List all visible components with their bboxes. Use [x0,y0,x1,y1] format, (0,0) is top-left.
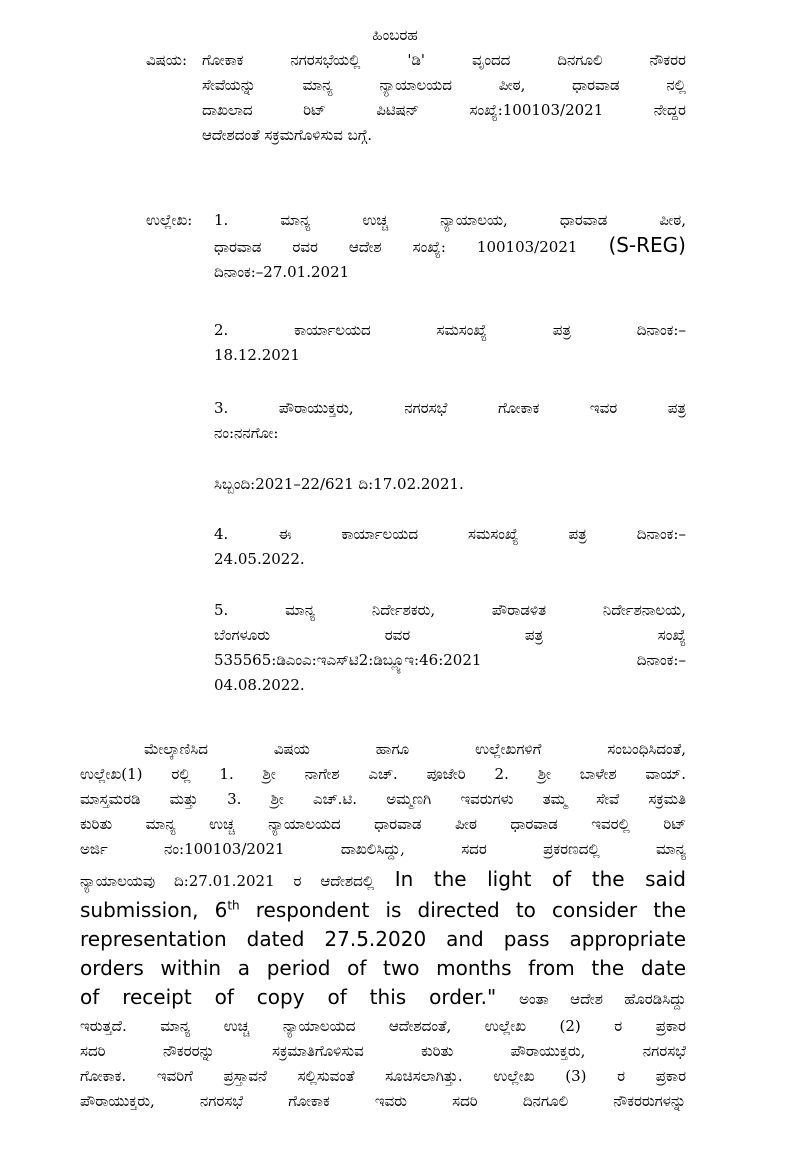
body-text-kannada: ನ್ಯಾಯಾಲಯವು ದಿ:27.01.2021 ರ ಆದೇಶದಲ್ಲಿ [80,872,375,890]
reference-text: ಮಾನ್ಯ ಉಚ್ಚ ನ್ಯಾಯಾಲಯ, ಧಾರವಾಡ ಪೀಠ, [280,211,686,229]
subject-line: ಗೋಕಾಕ ನಗರಸಭೆಯಲ್ಲಿ 'ಡಿ' ವೃಂದದ ದಿನಗೂಲಿ ನೌಕರರ [202,51,686,69]
reference-text: ಪೌರಾಯುಕ್ತರು, ನಗರಸಭೆ ಗೋಕಾಕ ಇವರ ಪತ್ರ [278,399,686,417]
reference-text: ಈ ಕಾರ್ಯಾಲಯದ ಸಮಸಂಖ್ಯೆ ಪತ್ರ ದಿನಾಂಕ:– [278,525,686,543]
subject-line: ದಾಖಲಾದ ರಿಟ್ ಪಿಟಿಷನ್ ಸಂಖ್ಯೆ:100103/2021 ನೇದ್ದರ [202,101,686,119]
body-line: ಸದರಿ ನೌಕರರನ್ನು ಸಕ್ರಮಾತಿಗೊಳಿಸುವ ಕುರಿತು ಪೌರಾಯುಕ್ತರು, ನಗರಸಭೆ [80,1042,686,1060]
reference-5-line-1 [214,598,686,623]
body-paragraph [80,737,686,1114]
body-line: orders within a period of two months from the date [80,956,686,980]
body-line [80,865,686,896]
reference-1-line-3: ದಿನಾಂಕ:–27.01.2021 [214,263,350,281]
body-line: representation dated 27.5.2020 and pass appropriate [80,927,686,951]
reference-number: 4. [214,525,229,543]
reference-4-line-1 [214,522,686,547]
reference-2 [214,318,686,368]
reference-4-line-2: 24.05.2022. [214,550,305,568]
reference-4 [214,522,686,572]
reference-2-line-2: 18.12.2021 [214,346,300,364]
subject-line: ಆದೇಶದಂತೆ ಸಕ್ರಮಗೊಳಿಸುವ ಬಗ್ಗೆ. [202,126,373,144]
reference-3 [214,396,686,446]
body-line: ಉಲ್ಲೇಖ(1) ರಲ್ಲಿ 1. ಶ್ರೀ ನಾಗೇಶ ಎಚ್. ಪೂಜೇರಿ 2. ಶ್ರೀ ಬಾಳೇಶ ವಾಯ್. [80,765,686,783]
body-text-kannada: ಅಂತಾ ಆದೇಶ ಹೊರಡಿಸಿದ್ದು [519,990,686,1008]
reference-3-line-2: ನಂ:ನನಗೋ: [214,424,279,442]
reference-5-line-2: ಬೆಂಗಳೂರು ರವರ ಪತ್ರ ಸಂಖ್ಯೆ [214,626,686,644]
reference-text: ಕಾರ್ಯಾಲಯದ ಸಮಸಂಖ್ಯೆ ಪತ್ರ ದಿನಾಂಕ:– [294,321,686,339]
reference-text: ಧಾರವಾಡ ರವರ ಆದೇಶ ಸಂಖ್ಯೆ: 100103/2021 [214,238,578,256]
subject-label: ವಿಷಯ: [146,51,187,69]
reference-5-line-4: 04.08.2022. [214,676,305,694]
subject-text [202,48,686,148]
body-text-english: submission, 6 [80,898,228,922]
body-line: ಮೇಲ್ಕಾಣಿಸಿದ ವಿಷಯ ಹಾಗೂ ಉಲ್ಲೇಖಗಳಿಗೆ ಸಂಬಂಧಿಸಿದಂತೆ, [144,740,686,758]
body-line [80,983,686,1014]
body-text-english: respondent is directed to consider the [255,898,687,922]
subject-line: ಸೇವೆಯನ್ನು ಮಾನ್ಯ ನ್ಯಾಯಾಲಯದ ಪೀಠ, ಧಾರವಾಡ ನಲ್ಲಿ [202,76,686,94]
body-line: ಅರ್ಜಿ ನಂ:100103/2021 ದಾಖಲಿಸಿದ್ದು, ಸದರ ಪ್ರಕರಣದಲ್ಲಿ ಮಾನ್ಯ [80,840,686,858]
reference-number: 3. [214,399,229,417]
body-line: ಪೌರಾಯುಕ್ತರು, ನಗರಸಭೆ ಗೋಕಾಕ ಇವರು ಸದರಿ ದಿನಗೂಲಿ ನೌಕರರುಗಳನ್ನು [80,1092,686,1110]
reference-number: 5. [214,601,229,619]
ordinal-suffix: th [227,898,240,913]
reference-1-line-2 [214,233,686,260]
reference-1-line-1 [214,208,686,233]
reference-2-line-1 [214,318,686,343]
reference-5-line-3: 535565:ಡಿಎಂಎ:ಇಎಸ್‌ಟಿ2:ಡಿಬ್ಲ್ಯೂಇ:46:2021 ದಿನಾಂಕ:– [214,651,686,669]
body-text-english: In the light of the said [394,867,686,891]
body-line: ಗೋಕಾಕ. ಇವರಿಗೆ ಪ್ರಸ್ತಾವನೆ ಸಲ್ಲಿಸುವಂತೆ ಸೂಚಿಸಲಾಗಿತ್ತು. ಉಲ್ಲೇಖ (3) ರ ಪ್ರಕಾರ [80,1067,686,1085]
reference-text: ಮಾನ್ಯ ನಿರ್ದೇಶಕರು, ಪೌರಾಡಳಿತ ನಿರ್ದೇಶನಾಲಯ, [285,601,686,619]
body-line: ಕುರಿತು ಮಾನ್ಯ ಉಚ್ಚ ನ್ಯಾಯಾಲಯದ ಧಾರವಾಡ ಪೀಠ ಧಾರವಾಡ ಇವರಲ್ಲಿ ರಿಟ್ [80,815,686,833]
reference-3-line-1 [214,396,686,421]
references-label: ಉಲ್ಲೇಖ: [146,211,193,229]
body-line: ಇರುತ್ತದೆ. ಮಾನ್ಯ ಉಚ್ಚ ನ್ಯಾಯಾಲಯದ ಆದೇಶದಂತೆ, ಉಲ್ಲೇಖ (2) ರ ಪ್ರಕಾರ [80,1017,686,1035]
body-line: ಮಾಸ್ತಮರಡಿ ಮತ್ತು 3. ಶ್ರೀ ಎಚ್.ಟಿ. ಅಮ್ಮಣಗಿ ಇವರುಗಳು ತಮ್ಮ ಸೇವೆ ಸಕ್ರಮತಿ [80,790,686,808]
body-text-english: of receipt of copy of this order." [80,985,497,1009]
reference-1 [214,208,686,285]
reference-number: 2. [214,321,229,339]
reference-3-line-3: ಸಿಬ್ಬಂದಿ:2021–22/621 ದಿ:17.02.2021. [214,475,464,493]
reference-number: 1. [214,211,229,229]
body-line [80,896,686,925]
page-title: ಹಿಂಬರಹ [372,26,418,44]
reference-5 [214,598,686,698]
reference-case-type: (S-REG) [608,233,686,257]
